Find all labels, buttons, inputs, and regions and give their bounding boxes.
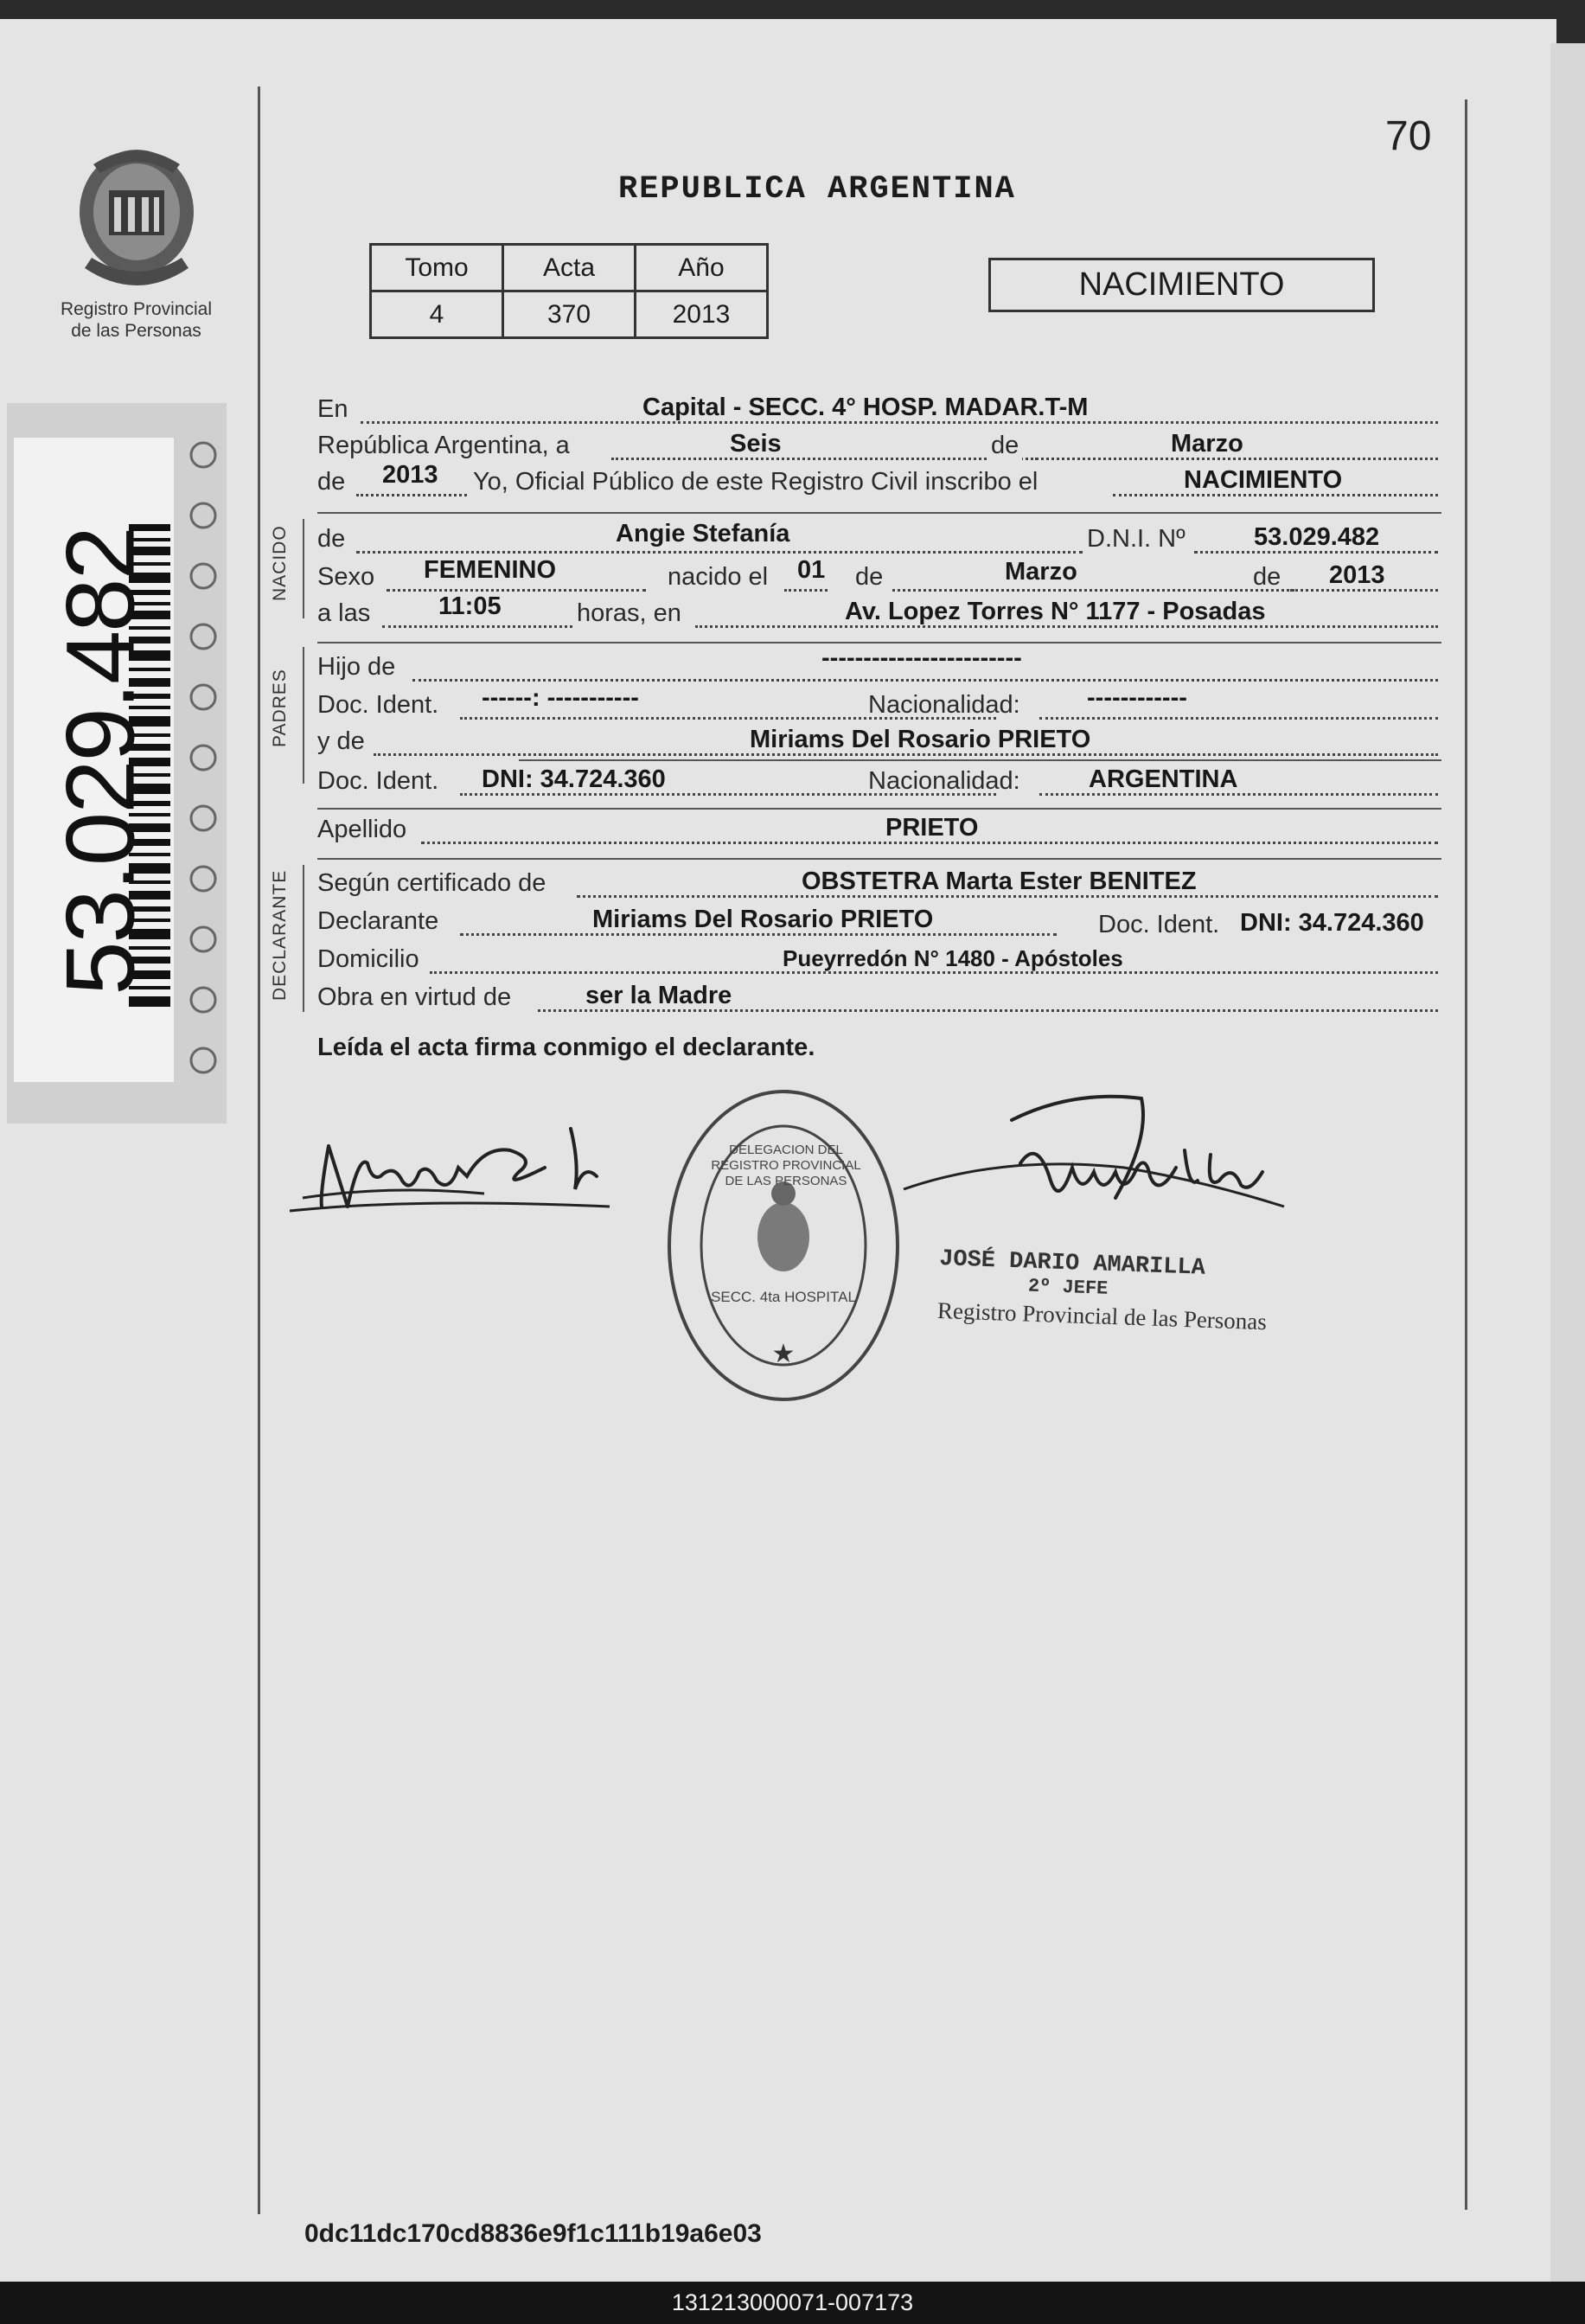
label-a-las: a las xyxy=(317,599,371,627)
row-en xyxy=(317,389,1438,427)
label-doc-declarante: Doc. Ident. xyxy=(1098,911,1220,938)
stamp-icon xyxy=(662,1085,904,1410)
value-dia: Seis xyxy=(730,430,782,458)
label-de-anio: de xyxy=(317,468,346,496)
value-padre-nacionalidad: ------------ xyxy=(1087,684,1187,712)
label-obra: Obra en virtud de xyxy=(317,983,512,1011)
value-dia-nac: 01 xyxy=(797,556,826,584)
barcode-panel xyxy=(7,403,227,1124)
stamp-ring-text: DELEGACION DEL REGISTRO PROVINCIAL DE LAS PERSONAS xyxy=(711,1143,861,1188)
row-sexo xyxy=(317,557,1438,595)
value-obra: ser la Madre xyxy=(585,982,732,1009)
official-name: JOSÉ DARIO AMARILLA xyxy=(938,1246,1206,1282)
label-horas-en: horas, en xyxy=(577,599,681,627)
record-type-box: NACIMIENTO xyxy=(988,258,1375,312)
value-inscribo: NACIMIENTO xyxy=(1184,466,1343,494)
row-nombre xyxy=(317,519,1438,557)
section-label-padres: PADRES xyxy=(270,669,290,747)
value-dni: 53.029.482 xyxy=(1254,523,1380,551)
label-apellido: Apellido xyxy=(317,816,407,843)
row-doc-padre xyxy=(317,685,1438,723)
value-sexo: FEMENINO xyxy=(424,556,557,584)
label-declarante: Declarante xyxy=(317,907,439,935)
value-tomo: 4 xyxy=(371,291,503,338)
value-anio-nac: 2013 xyxy=(1329,561,1385,589)
value-madre-nacionalidad: ARGENTINA xyxy=(1089,765,1238,793)
reference-table xyxy=(369,243,769,339)
value-domicilio: Pueyrredón N° 1480 - Apóstoles xyxy=(783,945,1123,971)
barcode-number: 53.029.482 xyxy=(46,528,155,996)
declarant-signature-icon xyxy=(285,1111,614,1241)
registry-name xyxy=(35,298,238,342)
label-nacido-el: nacido el xyxy=(668,563,769,591)
document-hash: 0dc11dc170cd8836e9f1c111b19a6e03 xyxy=(304,2219,762,2248)
label-de-mes: de xyxy=(855,563,884,591)
row-republica xyxy=(317,426,1438,464)
label-domicilio: Domicilio xyxy=(317,945,419,973)
dotted-line xyxy=(784,589,828,592)
row-domicilio xyxy=(317,939,1438,977)
value-mes: Marzo xyxy=(1171,430,1243,458)
footer-code: 131213000071-007173 xyxy=(671,2289,914,2315)
row-anio-inscribo xyxy=(317,462,1438,500)
row-hijo-de xyxy=(317,644,1438,685)
value-doc-declarante: DNI: 34.724.360 xyxy=(1240,909,1424,937)
dotted-line xyxy=(412,679,1438,682)
dotted-line xyxy=(1039,717,1438,720)
left-margin-line xyxy=(258,86,260,2214)
value-madre-doc: DNI: 34.724.360 xyxy=(482,765,666,793)
registry-line-2: de las Personas xyxy=(71,321,201,341)
row-apellido xyxy=(317,810,1438,848)
row-madre xyxy=(317,721,1438,759)
label-nacionalidad: Nacionalidad: xyxy=(868,767,1020,795)
svg-text:★: ★ xyxy=(771,1340,796,1368)
reference-header-row xyxy=(371,245,768,291)
label-republica: República Argentina, a xyxy=(317,432,570,459)
page-edge xyxy=(1550,43,1585,2283)
value-certificado: OBSTETRA Marta Ester BENITEZ xyxy=(802,867,1197,895)
reference-value-row xyxy=(371,291,768,338)
country-title: REPUBLICA ARGENTINA xyxy=(618,171,1016,208)
right-margin-line xyxy=(1465,99,1467,2210)
footer-bar xyxy=(0,2282,1585,2324)
value-anio: 2013 xyxy=(382,461,438,489)
section-bracket-nacido xyxy=(303,519,304,618)
dotted-line xyxy=(356,494,467,496)
closing-statement: Leída el acta firma conmigo el declarante. xyxy=(317,1034,815,1061)
province-seal-logo xyxy=(67,138,206,294)
dotted-line xyxy=(382,625,572,628)
registry-line-1: Registro Provincial xyxy=(60,299,213,319)
row-declarante xyxy=(317,901,1438,939)
section-label-declarante: DECLARANTE xyxy=(270,869,290,1001)
label-de-nombre: de xyxy=(317,525,346,553)
official-signature-icon xyxy=(899,1085,1288,1250)
value-anio: 2013 xyxy=(636,291,768,338)
official-rank: 2º JEFE xyxy=(1027,1275,1109,1300)
label-nacionalidad: Nacionalidad: xyxy=(868,691,1020,719)
separator-line xyxy=(317,642,1441,643)
row-obra xyxy=(317,977,1438,1015)
value-padre-doc: ------: ----------- xyxy=(482,684,639,712)
value-hora: 11:05 xyxy=(438,592,502,620)
label-de: de xyxy=(987,432,1022,460)
header-tomo: Tomo xyxy=(371,245,503,291)
separator-line xyxy=(317,858,1441,860)
label-segun: Según certificado de xyxy=(317,869,546,897)
header-anio: Año xyxy=(636,245,768,291)
label-doc-ident: Doc. Ident. xyxy=(317,767,439,795)
security-pattern-icon xyxy=(184,420,223,1104)
value-nombre: Angie Stefanía xyxy=(616,520,790,547)
section-bracket-padres xyxy=(303,647,304,784)
official-office: Registro Provincial de las Personas xyxy=(936,1297,1268,1335)
dotted-line xyxy=(387,589,646,592)
value-mes-nac: Marzo xyxy=(1005,558,1077,586)
label-de-anio-nac: de xyxy=(1253,563,1281,591)
official-stamp xyxy=(662,1085,904,1410)
section-label-nacido: NACIDO xyxy=(270,525,290,601)
label-dni: D.N.I. Nº xyxy=(1087,525,1186,553)
label-y-de: y de xyxy=(317,727,365,755)
value-padre: ------------------------ xyxy=(821,644,1022,672)
seal-icon xyxy=(67,138,206,294)
label-hijo-de: Hijo de xyxy=(317,653,396,681)
separator-line xyxy=(317,512,1441,514)
value-lugar: Av. Lopez Torres N° 1177 - Posadas xyxy=(845,598,1266,625)
label-inscribo: Yo, Oficial Público de este Registro Civil inscribo el xyxy=(473,468,1039,496)
label-en: En xyxy=(317,395,348,423)
stamp-inner-text: SECC. 4ta HOSPITAL xyxy=(711,1289,856,1305)
dotted-line xyxy=(892,589,1294,592)
label-doc-ident: Doc. Ident. xyxy=(317,691,439,719)
value-declarante: Miriams Del Rosario PRIETO xyxy=(592,906,934,933)
value-apellido: PRIETO xyxy=(885,814,979,842)
value-madre: Miriams Del Rosario PRIETO xyxy=(750,726,1091,753)
row-hora-lugar xyxy=(317,593,1438,631)
section-bracket-declarante xyxy=(303,865,304,1012)
barcode-label xyxy=(14,438,174,1082)
dotted-line xyxy=(356,551,1083,554)
value-en: Capital - SECC. 4° HOSP. MADAR.T-M xyxy=(642,394,1089,421)
header-acta: Acta xyxy=(503,245,636,291)
official-stamp-block xyxy=(937,1246,1286,1336)
value-acta: 370 xyxy=(503,291,636,338)
row-segun xyxy=(317,863,1438,901)
page-number: 70 xyxy=(1385,113,1432,159)
label-sexo: Sexo xyxy=(317,563,375,591)
row-doc-madre xyxy=(317,761,1438,799)
